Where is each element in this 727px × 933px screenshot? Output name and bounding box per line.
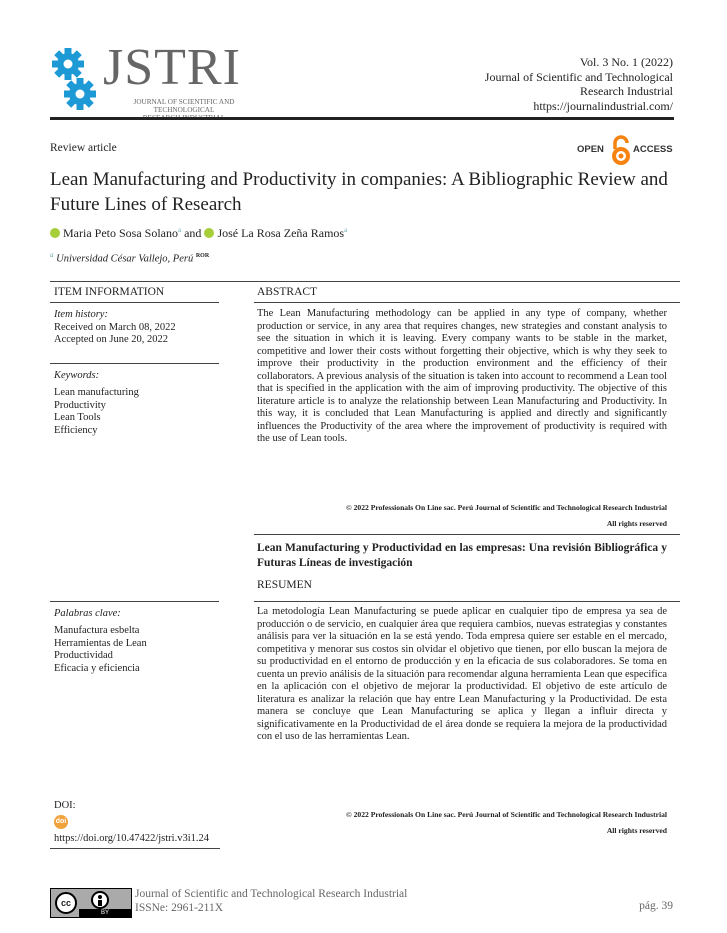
doi-rule (50, 848, 220, 849)
keywords-label: Keywords: (54, 370, 100, 381)
spanish-title: Lean Manufacturing y Productividad en las empresas: Una revisión Bibliográfica y Futuras Líneas de investigación (257, 542, 667, 569)
keyword: Herramientas de Lean (54, 637, 147, 649)
affiliation-mark: a (50, 251, 54, 259)
journal-name-line2: Research Industrial (580, 84, 673, 98)
keyword: Manufactura esbelta (54, 625, 140, 636)
abstract-rights: All rights reserved (606, 519, 667, 528)
logo-subtitle-line1: JOURNAL OF SCIENTIFIC AND TECHNOLOGICAL (133, 98, 235, 114)
author-list (50, 226, 347, 241)
received-date: Received on March 08, 2022 (54, 321, 176, 333)
keyword: Lean Tools (54, 412, 101, 423)
affiliation-mark: a (344, 226, 348, 234)
keyword: Productivity (54, 399, 106, 411)
volume-issue: Vol. 3 No. 1 (2022) (579, 55, 673, 69)
palabras-clave-rule (50, 601, 219, 602)
item-info-rule (50, 302, 219, 303)
page-number: pág. 39 (639, 900, 673, 912)
doi-label: DOI: (54, 800, 76, 811)
section-top-rule (50, 281, 680, 282)
gears-logo-icon (50, 44, 98, 114)
open-access-badge (577, 135, 677, 167)
resumen-rights: All rights reserved (606, 826, 667, 835)
item-history-label: Item history: (54, 309, 108, 320)
article-type: Review article (50, 142, 117, 154)
palabras-clave-list (54, 625, 147, 675)
resumen-text: La metodología Lean Manufacturing se puede aplicar en cualquier tipo de empresa ya sea de producción o de servicio, en cualquier área que requiera cambios, nuevas estrategias y constantes análisis para ver la situación en la se está yendo. Toda empresa quiere ser estable en el mercado, competitiva y menorar sus costos sin olvidar el objetivo que tienen, por ello buscan la mejora de su productividad en el entorno de producción y en la eficacia de sus colaboradores. Se toma en cuenta un previo análisis de la situación para recomendar alguna herramienta Lean que especifica en la aplicación con el objetivo de mejorar la productividad. El objetivo de este artículo de literatura es analizar la relación que hay entre Lean Manufacturing y la Productividad. De esta manera se concluye que Lean Manufacturing se aplica y llegan a influir directa y significativamente en la Productividad de el área donde se requiera la mejora de la productividad con el uso de las herramientas Lean. (257, 606, 667, 742)
doi-link[interactable]: https://doi.org/10.47422/jstri.v3i1.24 (54, 833, 209, 844)
journal-name-line1: Journal of Scientific and Technological (484, 69, 673, 84)
keyword: Productividad (54, 650, 113, 661)
cc-by-license-badge[interactable] (50, 888, 132, 918)
affiliation-mark: a (178, 226, 182, 234)
item-information-heading: ITEM INFORMATION (54, 286, 165, 298)
abstract-rule (254, 302, 680, 303)
header-divider (50, 117, 674, 120)
by-label: BY (79, 909, 131, 917)
author-name: José La Rosa Zeña Ramos (217, 226, 345, 240)
abstract-heading: ABSTRACT (257, 286, 318, 298)
open-access-right-text: ACCESS (633, 144, 673, 155)
attribution-person-icon (91, 891, 109, 909)
abstract-text: The Lean Manufacturing methodology can be applied in any type of company, whether production or service, in any area that requires changes, new strategies and constant analysis to see the situation in which it is leaving. Every company wants to be stable in the market, competitive and lower their costs without forgetting their objective, which is why they seek to improve their productivity in the production environment and the efficiency of their collaborators. A previous analysis of the situation is taken into account to recommend a Lean tool that is specified in the application with the aim of improving productivity. The objective of this literature article is to analyze the relationship between Lean Manufacturing and Productivity. In this way, it is concluded that Lean Manufacturing is applied and directly and significantly influences the Productivity of the area where the improvement of productivity is required with the use of Lean tools. (257, 308, 667, 444)
item-history (54, 309, 176, 347)
ror-icon[interactable]: ROR (195, 253, 210, 259)
abstract-copyright: © 2022 Professionals On Line sac. Perú Journal of Scientific and Technological Research Industrial (346, 503, 667, 512)
resumen-copyright: © 2022 Professionals On Line sac. Perú Journal of Scientific and Technological Research Industrial (346, 810, 667, 819)
keyword: Efficiency (54, 424, 98, 436)
affiliation-name: Universidad César Vallejo, Perú (56, 253, 194, 265)
resumen-rule (254, 601, 680, 602)
keywords-list (54, 387, 139, 437)
resumen-heading: RESUMEN (257, 579, 312, 591)
footer-journal-name: Journal of Scientific and Technological Research Industrial (135, 888, 408, 900)
palabras-clave-label: Palabras clave: (54, 608, 121, 619)
keyword: Eficacia y eficiencia (54, 662, 140, 674)
footer-journal-info (135, 887, 407, 915)
article-title: Lean Manufacturing and Productivity in companies: A Bibliographic Review and Future Lines of Research (50, 169, 668, 215)
journal-logo-title: JSTRI (103, 39, 241, 96)
open-lock-icon (610, 135, 632, 167)
doi-icon[interactable]: doi (54, 815, 68, 829)
open-access-left-text: OPEN (577, 144, 604, 155)
cc-icon: cc (55, 892, 77, 914)
spanish-title-rule (254, 534, 680, 535)
author-joiner: and (184, 226, 202, 240)
orcid-icon[interactable] (50, 228, 60, 238)
accepted-date: Accepted on June 20, 2022 (54, 334, 169, 345)
journal-info (485, 55, 673, 113)
keywords-rule (50, 363, 219, 364)
footer-issn: ISSNe: 2961-211X (135, 902, 224, 914)
journal-url[interactable]: https://journalindustrial.com/ (533, 98, 673, 113)
orcid-icon[interactable] (204, 228, 214, 238)
affiliation (50, 251, 209, 265)
keyword: Lean manufacturing (54, 387, 139, 398)
author-name: Maria Peto Sosa Solano (63, 226, 178, 240)
